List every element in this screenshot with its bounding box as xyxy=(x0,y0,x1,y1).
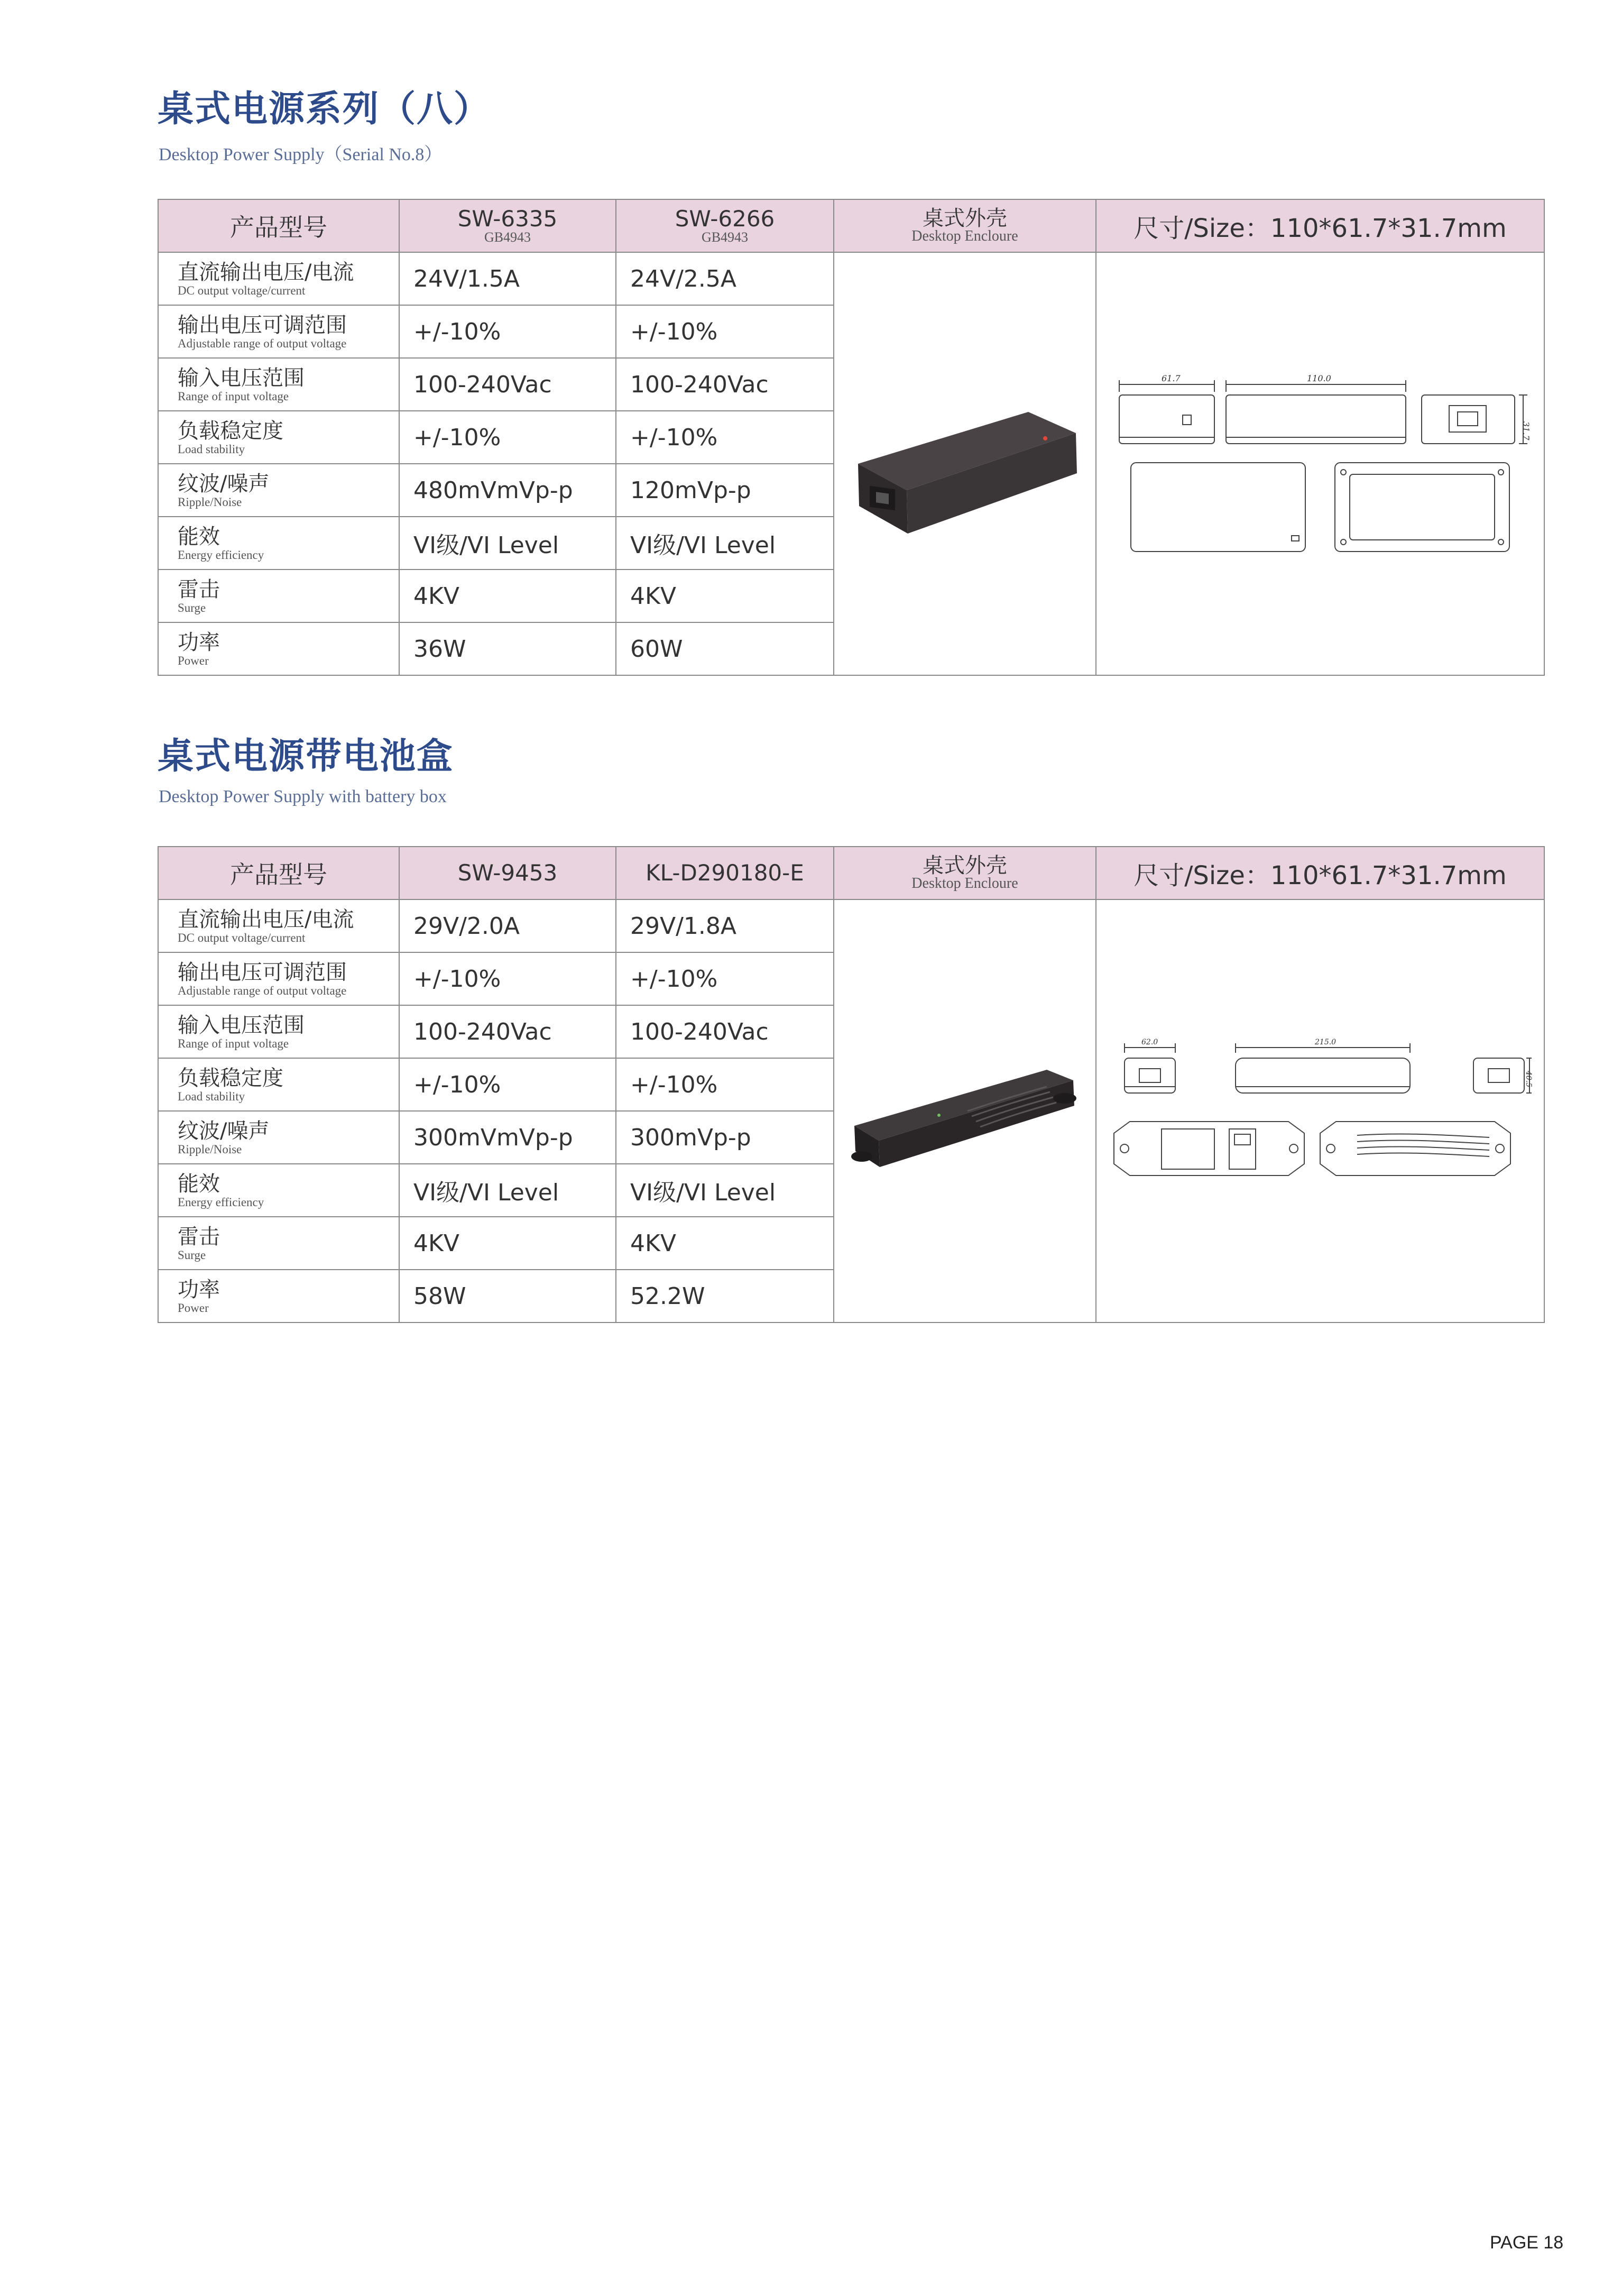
row-value-model-1: 36W xyxy=(399,622,616,675)
row-label-cn: 输入电压范围 xyxy=(178,1013,305,1037)
row-value-model-2: 4KV xyxy=(616,1217,834,1270)
row-value-model-2: +/-10% xyxy=(616,1058,834,1111)
dimension-label-width: 62.0 xyxy=(1141,1038,1158,1046)
row-value-model-1: 29V/2.0A xyxy=(399,899,616,952)
model-standard: GB4943 xyxy=(701,229,749,245)
dimension-drawing xyxy=(1096,899,1544,1323)
row-label-en: DC output voltage/current xyxy=(178,931,306,944)
header-model-1 xyxy=(399,199,616,252)
row-value-model-2: +/-10% xyxy=(616,305,834,358)
enclosure-label-cn: 桌式外壳 xyxy=(923,853,1007,878)
row-label xyxy=(158,1217,399,1270)
enclosure-label-en: Desktop Encloure xyxy=(911,875,1018,892)
row-value-model-2: 24V/2.5A xyxy=(616,252,834,305)
page-number: PAGE 18 xyxy=(1490,2233,1564,2253)
row-value-model-2: 4KV xyxy=(616,570,834,622)
row-value-model-1: +/-10% xyxy=(399,411,616,464)
row-value-model-1: 4KV xyxy=(399,570,616,622)
row-label xyxy=(158,411,399,464)
model-name: SW-9453 xyxy=(457,860,558,886)
row-label-cn: 功率 xyxy=(178,1278,220,1302)
row-value-model-2: 52.2W xyxy=(616,1270,834,1323)
row-label xyxy=(158,1058,399,1111)
row-value-model-1: 100-240Vac xyxy=(399,1005,616,1058)
enclosure-label-en: Desktop Encloure xyxy=(911,228,1018,244)
section2-spec-table xyxy=(158,846,1545,1323)
row-label-cn: 输入电压范围 xyxy=(178,366,305,390)
header-enclosure xyxy=(834,199,1096,252)
row-label-en: DC output voltage/current xyxy=(178,284,306,297)
header-model-label: 产品型号 xyxy=(158,199,399,252)
header-size: 尺寸/Size：110*61.7*31.7mm xyxy=(1096,199,1544,252)
section1-title: 桌式电源系列（八） xyxy=(158,88,491,130)
row-label-en: Range of input voltage xyxy=(178,1037,289,1050)
enclosure-photo xyxy=(834,899,1096,1323)
row-label xyxy=(158,1111,399,1164)
dimension-label-width: 61.7 xyxy=(1162,373,1181,383)
table-header-row xyxy=(158,199,1544,252)
row-label-cn: 负载稳定度 xyxy=(178,1066,283,1090)
dimension-label-height: 40.5 xyxy=(1524,1071,1533,1088)
row-label-en: Power xyxy=(178,1301,209,1315)
enclosure-label-cn: 桌式外壳 xyxy=(923,206,1007,231)
section2-title: 桌式电源带电池盒 xyxy=(158,735,454,777)
row-value-model-2: +/-10% xyxy=(616,952,834,1005)
header-enclosure xyxy=(834,847,1096,899)
technical-drawing-icon xyxy=(1109,369,1532,559)
model-standard: GB4943 xyxy=(484,229,531,245)
row-label xyxy=(158,1270,399,1323)
header-model-2 xyxy=(616,847,834,899)
row-label xyxy=(158,517,399,570)
row-value-model-1: 24V/1.5A xyxy=(399,252,616,305)
row-label-en: Energy efficiency xyxy=(178,1196,264,1209)
row-label xyxy=(158,305,399,358)
row-value-model-2: VI级/VI Level xyxy=(616,1164,834,1217)
row-value-model-2: 60W xyxy=(616,622,834,675)
section1-subtitle: Desktop Power Supply（Serial No.8） xyxy=(159,145,443,164)
dimension-label-height: 31.7 xyxy=(1521,421,1531,440)
row-value-model-1: 58W xyxy=(399,1270,616,1323)
enclosure-photo xyxy=(834,252,1096,675)
row-label-cn: 能效 xyxy=(178,1172,220,1196)
row-value-model-1: 300mVmVp-p xyxy=(399,1111,616,1164)
row-label-en: Load stability xyxy=(178,1090,245,1103)
row-value-model-1: +/-10% xyxy=(399,305,616,358)
header-model-2 xyxy=(616,199,834,252)
row-value-model-1: +/-10% xyxy=(399,952,616,1005)
row-label-cn: 纹波/噪声 xyxy=(178,1119,270,1143)
row-label xyxy=(158,952,399,1005)
row-label-cn: 直流输出电压/电流 xyxy=(178,260,354,284)
row-label-cn: 能效 xyxy=(178,525,220,549)
dimension-drawing xyxy=(1096,252,1544,675)
row-label xyxy=(158,252,399,305)
table-header-row xyxy=(158,847,1544,899)
model-name: SW-6335 xyxy=(457,206,558,232)
row-value-model-2: 120mVp-p xyxy=(616,464,834,517)
row-value-model-2: +/-10% xyxy=(616,411,834,464)
header-model-1 xyxy=(399,847,616,899)
model-name: SW-6266 xyxy=(675,206,775,232)
dimension-label-length: 110.0 xyxy=(1307,373,1331,383)
dimension-label-length: 215.0 xyxy=(1315,1038,1337,1046)
row-label-en: Range of input voltage xyxy=(178,390,289,403)
header-model-label: 产品型号 xyxy=(158,847,399,899)
header-size: 尺寸/Size：110*61.7*31.7mm xyxy=(1096,847,1544,899)
row-value-model-2: 29V/1.8A xyxy=(616,899,834,952)
row-label-cn: 功率 xyxy=(178,630,220,655)
row-label-en: Surge xyxy=(178,1248,206,1262)
row-value-model-1: 4KV xyxy=(399,1217,616,1270)
battery-box-photo-icon xyxy=(846,1032,1084,1190)
row-value-model-1: 100-240Vac xyxy=(399,358,616,411)
row-label-en: Ripple/Noise xyxy=(178,495,242,509)
row-value-model-1: VI级/VI Level xyxy=(399,517,616,570)
row-label-cn: 负载稳定度 xyxy=(178,419,283,443)
row-value-model-1: +/-10% xyxy=(399,1058,616,1111)
row-label-en: Power xyxy=(178,654,209,667)
row-label-cn: 输出电压可调范围 xyxy=(178,313,347,337)
row-label-en: Load stability xyxy=(178,443,245,456)
row-label-en: Adjustable range of output voltage xyxy=(178,337,347,350)
row-label-cn: 雷击 xyxy=(178,577,220,602)
row-value-model-2: 300mVp-p xyxy=(616,1111,834,1164)
row-value-model-2: 100-240Vac xyxy=(616,1005,834,1058)
table-row xyxy=(158,899,1544,952)
row-label-en: Adjustable range of output voltage xyxy=(178,984,347,997)
row-label-en: Energy efficiency xyxy=(178,548,264,562)
row-label xyxy=(158,358,399,411)
row-value-model-2: 100-240Vac xyxy=(616,358,834,411)
row-value-model-1: 480mVmVp-p xyxy=(399,464,616,517)
row-label-cn: 直流输出电压/电流 xyxy=(178,907,354,932)
row-label xyxy=(158,1005,399,1058)
table-row xyxy=(158,252,1544,305)
row-label-cn: 纹波/噪声 xyxy=(178,472,270,496)
section1-spec-table xyxy=(158,199,1545,676)
row-label-en: Ripple/Noise xyxy=(178,1143,242,1156)
model-name: KL-D290180-E xyxy=(646,860,804,886)
row-label-cn: 雷击 xyxy=(178,1225,220,1249)
row-label xyxy=(158,1164,399,1217)
row-label xyxy=(158,570,399,622)
row-value-model-1: VI级/VI Level xyxy=(399,1164,616,1217)
section2-subtitle: Desktop Power Supply with battery box xyxy=(159,787,447,806)
row-label-en: Surge xyxy=(178,601,206,614)
row-label xyxy=(158,899,399,952)
power-supply-photo-icon xyxy=(849,379,1081,548)
row-label-cn: 输出电压可调范围 xyxy=(178,960,347,985)
row-value-model-2: VI级/VI Level xyxy=(616,517,834,570)
technical-drawing-icon xyxy=(1109,1032,1532,1190)
row-label xyxy=(158,622,399,675)
row-label xyxy=(158,464,399,517)
